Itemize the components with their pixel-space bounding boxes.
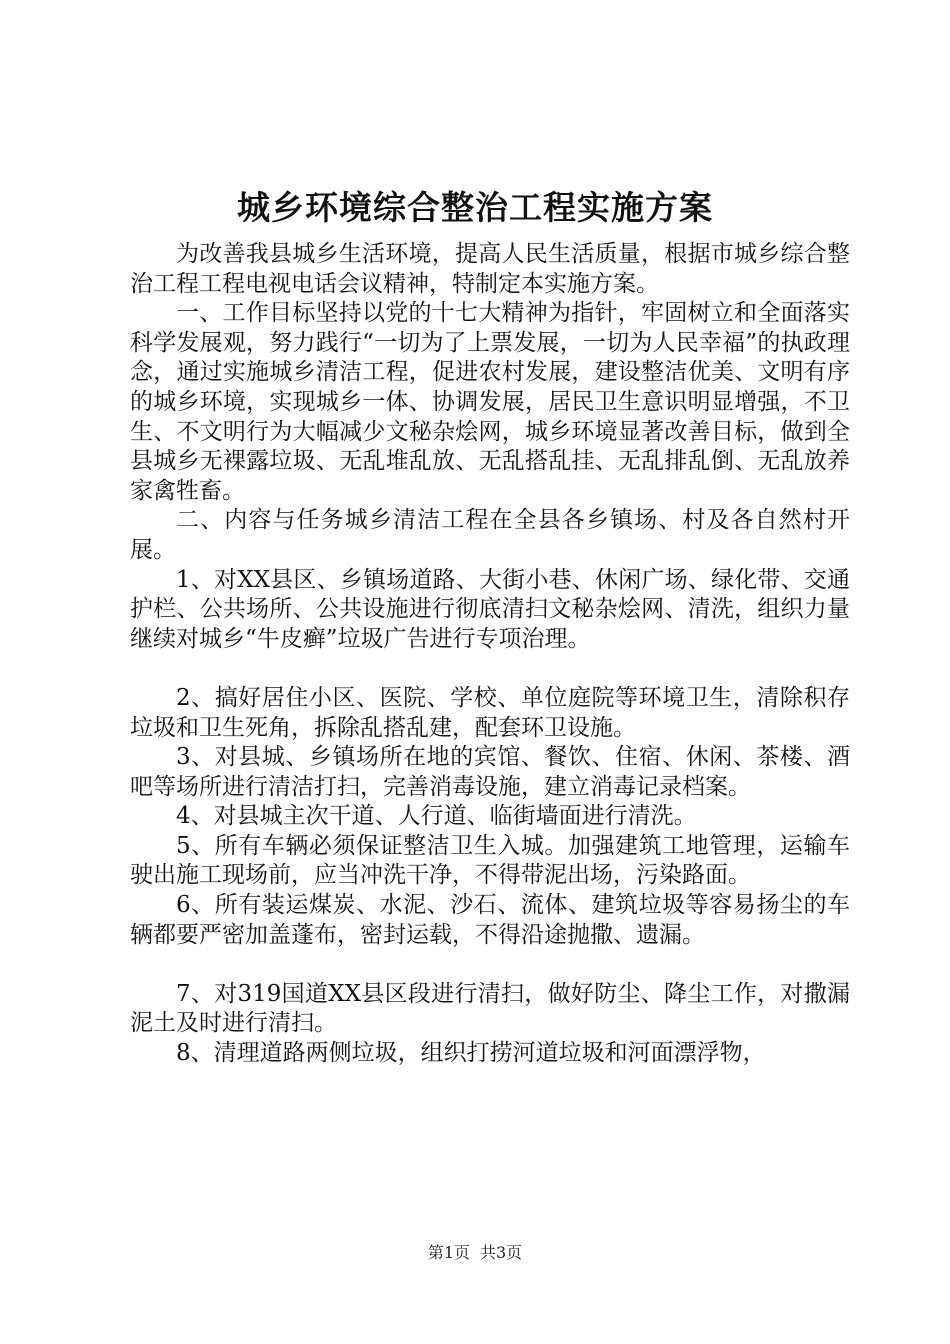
paragraph-section-1: 一、工作目标坚持以党的十七大精神为指针，牢固树立和全面落实科学发展观，努力践行“一切为了上票发展，一切为人民幸福”的执政理念，通过实施城乡清洁工程，促进农村发展，建设整洁优美、文明有序的城乡环境，实现城乡一体、协调发展，居民卫生意识明显增强，不卫生、不文明行为大幅减少文秘杂烩网，城乡环境显著改善目标，做到全县城乡无裸露垃圾、无乱堆乱放、无乱搭乱挂、无乱排乱倒、无乱放养家禽牲畜。 — [130, 300, 850, 504]
page-footer — [0, 1243, 950, 1263]
paragraph-item-3: 3、对县城、乡镇场所在地的宾馆、餐饮、住宿、休闲、茶楼、酒吧等场所进行清洁打扫，完善消毒设施，建立消毒记录档案。 — [130, 744, 850, 800]
paragraph-item-8: 8、清理道路两侧垃圾，组织打捞河道垃圾和河面漂浮物， — [176, 1040, 766, 1067]
paragraph-section-2: 二、内容与任务城乡清洁工程在全县各乡镇场、村及各自然村开展。 — [130, 507, 850, 563]
paragraph-item-1: 1、对XX县区、乡镇场道路、大街小巷、休闲广场、绿化带、交通护栏、公共场所、公共设施进行彻底清扫文秘杂烩网、清洗，组织力量继续对城乡“牛皮癣”垃圾广告进行专项治理。 — [130, 566, 850, 652]
document-body — [130, 240, 850, 1069]
document-title: 城乡环境综合整治工程实施方案 — [237, 188, 713, 227]
paragraph-item-7: 7、对319国道XX县区段进行清扫，做好防尘、降尘工作，对撒漏泥土及时进行清扫。 — [130, 980, 850, 1037]
paragraph-gap — [130, 950, 850, 980]
page-number: 第1页 — [427, 1243, 470, 1262]
paragraph-item-2: 2、搞好居住小区、医院、学校、单位庭院等环境卫生，清除积存垃圾和卫生死角，拆除乱搭乱建，配套环卫设施。 — [130, 684, 850, 741]
paragraph-item-6: 6、所有装运煤炭、水泥、沙石、流体、建筑垃圾等容易扬尘的车辆都要严密加盖蓬布，密封运载，不得沿途抛撒、遗漏。 — [130, 892, 850, 948]
paragraph-gap — [130, 654, 850, 684]
paragraph-item-5: 5、所有车辆必须保证整洁卫生入城。加强建筑工地管理，运输车驶出施工现场前，应当冲洗干净，不得带泥出场，污染路面。 — [130, 832, 850, 889]
paragraph-item-4: 4、对县城主次干道、人行道、临街墙面进行清洗。 — [176, 803, 697, 830]
paragraph-intro: 为改善我县城乡生活环境，提高人民生活质量，根据市城乡综合整治工程工程电视电话会议精神，特制定本实施方案。 — [130, 241, 850, 297]
page-total: 共3页 — [480, 1243, 523, 1262]
